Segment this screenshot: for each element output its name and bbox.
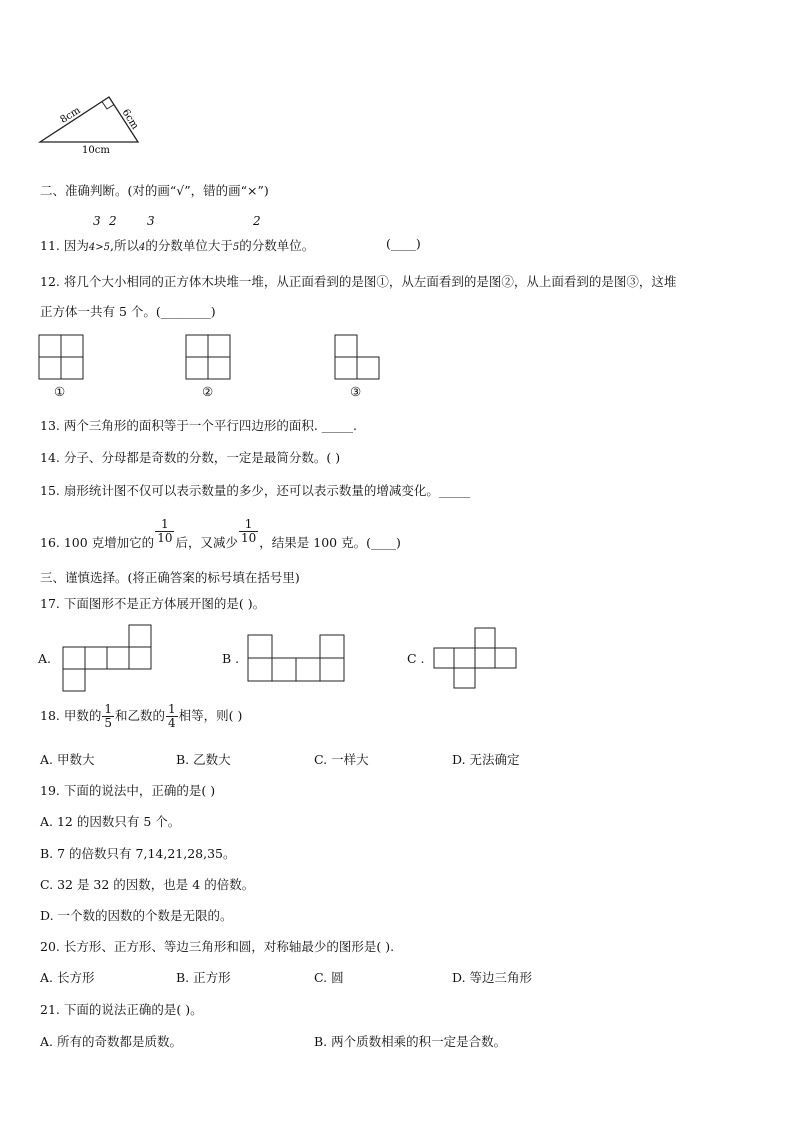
q18-option-c[interactable]: C. 一样大 bbox=[314, 752, 369, 767]
q19-option-a[interactable]: A. 12 的因数只有 5 个。 bbox=[40, 814, 181, 829]
section-3-title: 三、谨慎选择。(将正确答案的标号填在括号里) bbox=[40, 570, 300, 585]
section-2-title: 二、准确判断。(对的画“√”，错的画“×”) bbox=[40, 183, 269, 198]
q20-option-a[interactable]: A. 长方形 bbox=[40, 970, 95, 985]
triangle-hyp-label: 8cm bbox=[58, 105, 83, 126]
q16-fraction-1 bbox=[155, 518, 174, 545]
q11-mid6: 的分数单位。 bbox=[239, 238, 315, 253]
q17-option-b-label[interactable]: B . bbox=[222, 651, 240, 666]
q11-mid5: 5 bbox=[232, 242, 240, 253]
q17-net-c bbox=[433, 627, 519, 690]
q19-option-d[interactable]: D. 一个数的因数的个数是无限的。 bbox=[40, 908, 233, 923]
q20-option-b[interactable]: B. 正方形 bbox=[176, 970, 231, 985]
q18-option-d[interactable]: D. 无法确定 bbox=[452, 752, 520, 767]
q11-frac2-num: 2 bbox=[109, 214, 117, 228]
question-16 bbox=[40, 518, 401, 551]
q16-part1: 16. 100 克增加它的 bbox=[40, 535, 155, 550]
view-figure-1 bbox=[38, 334, 86, 380]
q18-f2-num: 1 bbox=[168, 702, 176, 716]
question-14: 14. 分子、分母都是奇数的分数，一定是最简分数。( ) bbox=[40, 450, 341, 465]
q18-part3: 相等，则( ) bbox=[178, 708, 243, 723]
q11-frac3-num: 3 bbox=[147, 214, 155, 228]
q18-f2-den: 4 bbox=[168, 716, 176, 730]
view-label-3: ③ bbox=[350, 384, 362, 399]
question-18 bbox=[40, 703, 242, 730]
q18-f1-num: 1 bbox=[104, 702, 112, 716]
q17-net-b bbox=[247, 634, 349, 684]
question-12-line2: 正方体一共有 5 个。(________) bbox=[40, 304, 216, 319]
q19-option-c[interactable]: C. 32 是 32 的因数，也是 4 的倍数。 bbox=[40, 877, 255, 892]
question-12-line1: 12. 将几个大小相同的正方体木块堆一堆，从正面看到的是图①，从左面看到的是图②，从上面看到的是图③，这堆 bbox=[40, 274, 677, 289]
q21-option-b[interactable]: B. 两个质数相乘的积一定是合数。 bbox=[314, 1034, 507, 1049]
question-21: 21. 下面的说法正确的是( )。 bbox=[40, 1002, 203, 1017]
q11-frac4-num: 2 bbox=[253, 214, 261, 228]
q18-fraction-2 bbox=[166, 703, 178, 730]
q16-f1-den: 10 bbox=[157, 531, 173, 545]
q18-option-a[interactable]: A. 甲数大 bbox=[40, 752, 95, 767]
q16-part2: 后，又减少 bbox=[175, 535, 238, 550]
view-label-2: ② bbox=[202, 384, 214, 399]
q18-f1-den: 5 bbox=[104, 716, 112, 730]
right-triangle-figure bbox=[34, 90, 154, 160]
question-19: 19. 下面的说法中，正确的是( ) bbox=[40, 783, 216, 798]
triangle-base-label: 10cm bbox=[82, 145, 110, 156]
q11-answer-blank[interactable]: (____) bbox=[386, 236, 421, 251]
q20-option-d[interactable]: D. 等边三角形 bbox=[452, 970, 533, 985]
q18-part1: 18. 甲数的 bbox=[40, 708, 102, 723]
q16-f2-num: 1 bbox=[239, 518, 258, 532]
q17-net-a bbox=[62, 624, 156, 692]
q16-part3: ，结果是 100 克。(____) bbox=[259, 535, 401, 550]
q11-mid3: 4 bbox=[138, 242, 146, 253]
q11-mid1: 4>5 bbox=[88, 242, 110, 253]
q21-option-a[interactable]: A. 所有的奇数都是质数。 bbox=[40, 1034, 182, 1049]
q11-text: 11. 因为 bbox=[40, 238, 89, 253]
question-13: 13. 两个三角形的面积等于一个平行四边形的面积. _____. bbox=[40, 418, 358, 433]
q16-fraction-2 bbox=[239, 518, 258, 545]
q18-part2: 和乙数的 bbox=[115, 708, 166, 723]
q11-mid4: 的分数单位大于 bbox=[145, 238, 233, 253]
q17-option-c-label[interactable]: C . bbox=[407, 651, 425, 666]
view-figure-3 bbox=[334, 334, 382, 380]
question-11 bbox=[40, 236, 314, 254]
q11-mid2: ,所以 bbox=[109, 238, 139, 253]
view-figure-2 bbox=[185, 334, 233, 380]
q11-frac1-num: 3 bbox=[93, 214, 101, 228]
q16-f1-num: 1 bbox=[155, 518, 174, 532]
q18-fraction-1 bbox=[102, 703, 114, 730]
view-label-1: ① bbox=[54, 384, 66, 399]
question-17: 17. 下面图形不是正方体展开图的是( )。 bbox=[40, 596, 266, 611]
q17-option-a-label[interactable]: A. bbox=[38, 651, 52, 666]
q18-option-b[interactable]: B. 乙数大 bbox=[176, 752, 231, 767]
question-15: 15. 扇形统计图不仅可以表示数量的多少，还可以表示数量的增减变化。_____ bbox=[40, 483, 471, 498]
triangle-leg-label: 6cm bbox=[119, 107, 141, 132]
q19-option-b[interactable]: B. 7 的倍数只有 7,14,21,28,35。 bbox=[40, 846, 236, 861]
q20-option-c[interactable]: C. 圆 bbox=[314, 970, 344, 985]
q16-f2-den: 10 bbox=[240, 531, 257, 545]
question-20: 20. 长方形、正方形、等边三角形和圆，对称轴最少的图形是( ). bbox=[40, 939, 395, 954]
